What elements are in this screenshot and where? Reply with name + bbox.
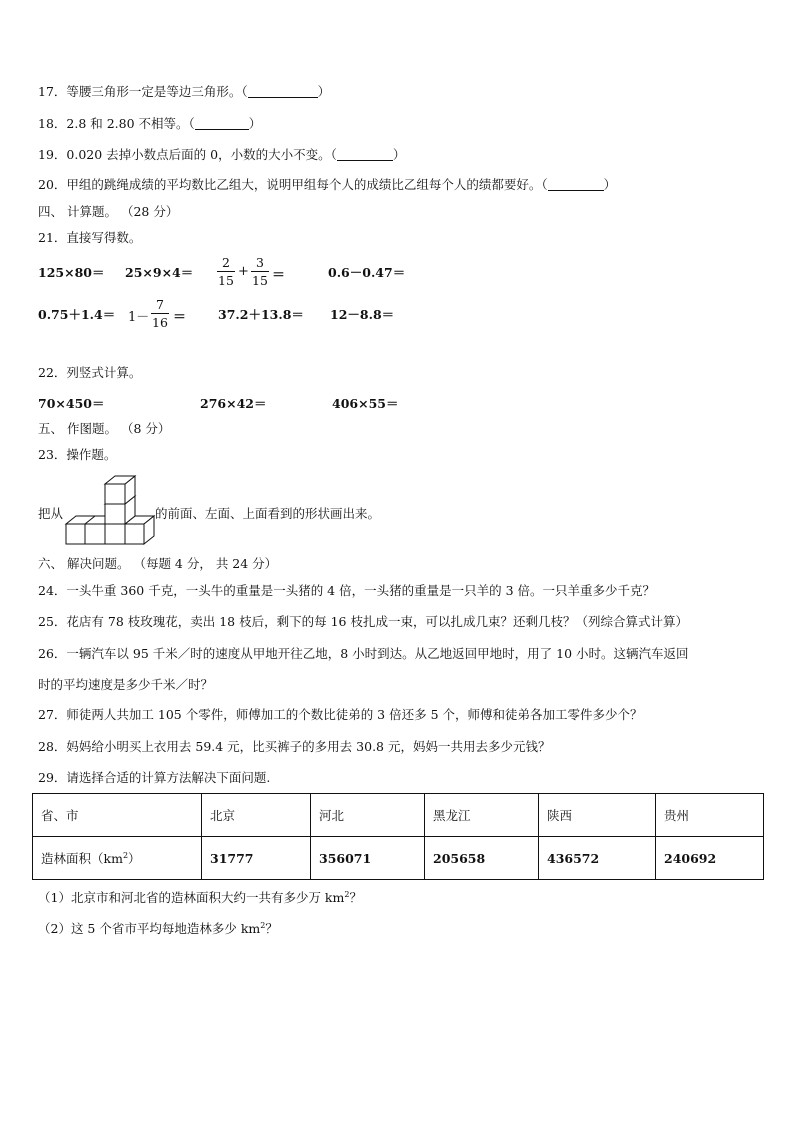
row-label-sup: 2	[122, 850, 129, 860]
section-5-heading: 五、 作图题。 （8 分）	[38, 421, 171, 436]
cube-front-1	[66, 524, 85, 544]
question-22: 22．列竖式计算。	[38, 365, 142, 380]
question-18	[38, 116, 261, 132]
plus-sign: +	[238, 264, 249, 279]
calc-0.75+1.4: 0.75＋1.4＝	[38, 307, 116, 322]
question-24: 24．一头牛重 360 千克，一头牛的重量是一头猪的 4 倍，一头猪的重量是一只羊的 3 倍。一只羊重多少千克？	[38, 583, 656, 598]
row-label: 造林面积（km	[41, 851, 123, 866]
fraction-bar	[217, 271, 235, 272]
question-23: 23．操作题。	[38, 447, 117, 462]
sub-question-2	[38, 918, 278, 937]
vertical-406x55: 406×55＝	[332, 396, 399, 411]
question-27: 27．师徒两人共加工 105 个零件，师傅加工的个数比徒弟的 3 倍还多 5 个，师傅和徒弟各加工零件多少个？	[38, 707, 643, 722]
question-29: 29．请选择合适的计算方法解决下面问题.	[38, 770, 271, 785]
cube-front-3	[105, 524, 125, 544]
tower-front-1	[105, 504, 125, 524]
tower-front-2	[105, 484, 125, 504]
fraction-3-15-numerator: 3	[256, 255, 264, 270]
fraction-7-16	[151, 297, 169, 330]
question-21: 21．直接写得数。	[38, 230, 142, 245]
header-cell-hebei: 河北	[311, 794, 425, 837]
vertical-70x450: 70×450＝	[38, 396, 105, 411]
calc-25x9x4: 25×9×4＝	[125, 265, 194, 280]
fraction-bar	[151, 313, 169, 314]
fraction-equals: ＝	[272, 268, 286, 283]
question-26-line2: 时的平均速度是多少千米／时？	[38, 677, 214, 692]
sub-question-2-text: （2）这 5 个省市平均每地造林多少 km	[38, 921, 261, 937]
question-17-close: ）	[317, 84, 331, 99]
question-28: 28．妈妈给小明买上衣用去 59.4 元，比买裤子的多用去 30.8 元，妈妈一共用去多少元钱？	[38, 739, 551, 754]
sub-question-2-close: ？	[265, 921, 278, 937]
sub-question-1-text: （1）北京市和河北省的造林面积大约一共有多少万 km	[38, 890, 345, 906]
header-cell-shaanxi: 陕西	[539, 794, 656, 837]
question-19-close: ）	[392, 147, 406, 162]
fraction-7-16-denominator: 16	[152, 315, 168, 330]
row-label-cell	[33, 837, 202, 880]
question-25: 25．花店有 78 枝玫瑰花，卖出 18 枝后，剩下的每 16 枝扎成一束，可以扎成几束？还剩几枝？（列综合算式计算）	[38, 614, 688, 629]
answer-blank-19[interactable]	[337, 148, 393, 161]
question-26-line1: 26．一辆汽车以 95 千米／时的速度从甲地开往乙地，8 小时到达。从乙地返回甲地时，用了 10 小时。这辆汽车返回	[38, 646, 689, 661]
table-row	[33, 837, 764, 880]
fraction-3-15	[251, 255, 269, 288]
question-20-text: 20．甲组的跳绳成绩的平均数比乙组大，说明甲组每个人的成绩比乙组每个人的绩都要好。（	[38, 177, 548, 192]
row-label-close: ）	[128, 851, 141, 866]
vertical-276x42: 276×42＝	[200, 396, 267, 411]
header-cell-region: 省、市	[33, 794, 202, 837]
question-19-text: 19．0.020 去掉小数点后面的 0，小数的大小不变。（	[38, 147, 337, 162]
header-cell-heilongjiang: 黑龙江	[425, 794, 539, 837]
fraction-7-16-numerator: 7	[156, 297, 164, 312]
sub-question-1-close: ？	[349, 890, 362, 906]
question-23-suffix: 的前面、左面、上面看到的形状画出来。	[155, 506, 381, 521]
question-17-text: 17．等腰三角形一定是等边三角形。（	[38, 84, 248, 99]
calc-0.6-0.47: 0.6－0.47＝	[328, 265, 406, 280]
afforestation-table	[32, 793, 764, 880]
calc-12-8.8: 12－8.8＝	[330, 307, 395, 322]
sub-question-1-sup: 2	[344, 890, 350, 899]
value-beijing: 31777	[202, 837, 311, 880]
fraction-3-15-denominator: 15	[252, 273, 268, 288]
value-guizhou: 240692	[656, 837, 764, 880]
calc-37.2+13.8: 37.2＋13.8＝	[218, 307, 304, 322]
calc-1-minus: 1－	[128, 310, 150, 325]
cube-front-2	[85, 524, 105, 544]
question-19	[38, 147, 405, 163]
fraction-bar	[251, 271, 269, 272]
question-17	[38, 84, 330, 100]
question-20	[38, 177, 616, 193]
fraction-2-15-numerator: 2	[222, 255, 230, 270]
sub-question-2-sup: 2	[260, 921, 266, 930]
sub-question-1	[38, 887, 362, 906]
section-6-heading: 六、 解决问题。 （每题 4 分， 共 24 分）	[38, 556, 278, 571]
fraction-7-16-equals: ＝	[173, 310, 187, 325]
answer-blank-20[interactable]	[548, 178, 604, 191]
answer-blank-18[interactable]	[195, 117, 249, 130]
header-cell-beijing: 北京	[202, 794, 311, 837]
value-heilongjiang: 205658	[425, 837, 539, 880]
question-23-prefix: 把从	[38, 506, 64, 521]
header-cell-guizhou: 贵州	[656, 794, 764, 837]
cube-stack-figure	[64, 474, 158, 546]
answer-blank-17[interactable]	[248, 85, 318, 98]
calc-125x80: 125×80＝	[38, 265, 105, 280]
table-header-row	[33, 794, 764, 837]
value-hebei: 356071	[311, 837, 425, 880]
section-4-heading: 四、 计算题。 （28 分）	[38, 204, 179, 219]
question-18-text: 18．2.8 和 2.80 不相等。（	[38, 116, 195, 131]
cube-front-4	[125, 524, 144, 544]
fraction-2-15	[217, 255, 235, 288]
value-shaanxi: 436572	[539, 837, 656, 880]
fraction-2-15-denominator: 15	[218, 273, 234, 288]
question-20-close: ）	[603, 177, 617, 192]
question-18-close: ）	[248, 116, 262, 131]
